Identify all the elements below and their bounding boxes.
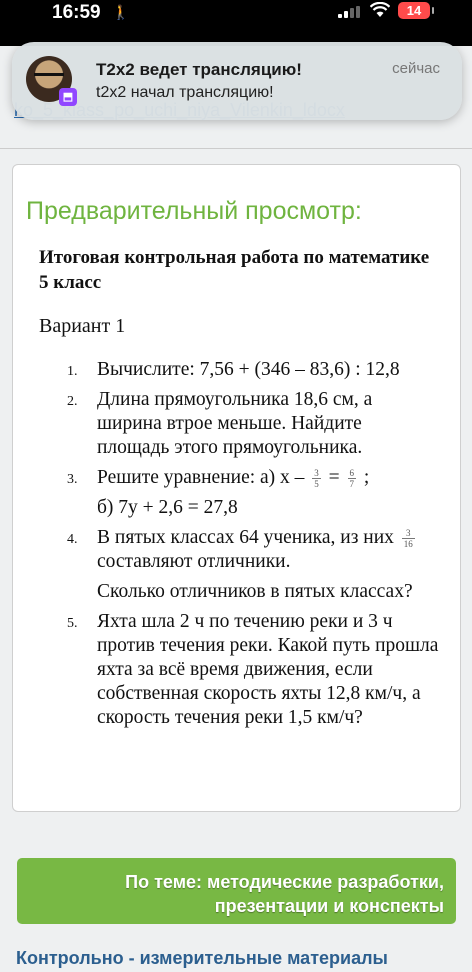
divider [0, 148, 472, 149]
preview-heading: Предварительный просмотр: [26, 197, 362, 225]
fraction: $\frac{3}{16}$ [403, 528, 413, 550]
document-title: Итоговая контрольная работа по математике 5 класс [39, 247, 430, 293]
topic-banner-button[interactable]: По теме: методические разработки, презентации и конспекты [17, 858, 456, 924]
twitch-icon: ⬒ [59, 88, 77, 106]
notification-time: сейчас [392, 60, 440, 77]
battery-indicator: 14 [398, 2, 430, 19]
variant-label: Вариант 1 [39, 315, 126, 337]
materials-link[interactable]: Контрольно - измерительные материалы [16, 948, 388, 968]
task-item: 2. Длина прямоугольника 18,6 см, а ширина втрое меньше. Найдите площадь этого прямоугольника. [67, 389, 373, 458]
cellular-signal-icon [338, 6, 362, 18]
document-content [39, 245, 439, 736]
person-icon: 🚶 [112, 4, 130, 20]
task-list [39, 358, 439, 730]
status-time: 16:59 [52, 2, 101, 23]
task-item: 4. В пятых классах 64 ученика, из них $\frac{3}{16}$ составляют отличники. Сколько отличников в пятых классах? [67, 527, 413, 602]
preview-card [12, 164, 461, 812]
wifi-icon [370, 2, 390, 23]
task-item: 1. Вычислите: 7,56 + (346 – 83,6) : 12,8 [67, 359, 400, 380]
task-item: 3. Решите уравнение: а) х – $\frac{3}{5}$ = $\frac{6}{7}$ ; б) 7у + 2,6 = 27,8 [67, 467, 370, 518]
fraction: $\frac{6}{7}$ [349, 468, 355, 490]
push-notification[interactable] [12, 42, 462, 120]
notification-body: t2x2 начал трансляцию! [96, 84, 274, 101]
status-bar [0, 0, 472, 46]
fraction: $\frac{3}{5}$ [314, 468, 319, 490]
task-item: 5. Яхта шла 2 ч по течению реки и 3 ч против течения реки. Какой путь прошла яхта за всё время движения, если собственная скорость яхты 12,8 км/ч, а скорость течения реки 1,5 км/ч? [67, 611, 439, 728]
notification-title: T2x2 ведет трансляцию! [96, 60, 302, 79]
